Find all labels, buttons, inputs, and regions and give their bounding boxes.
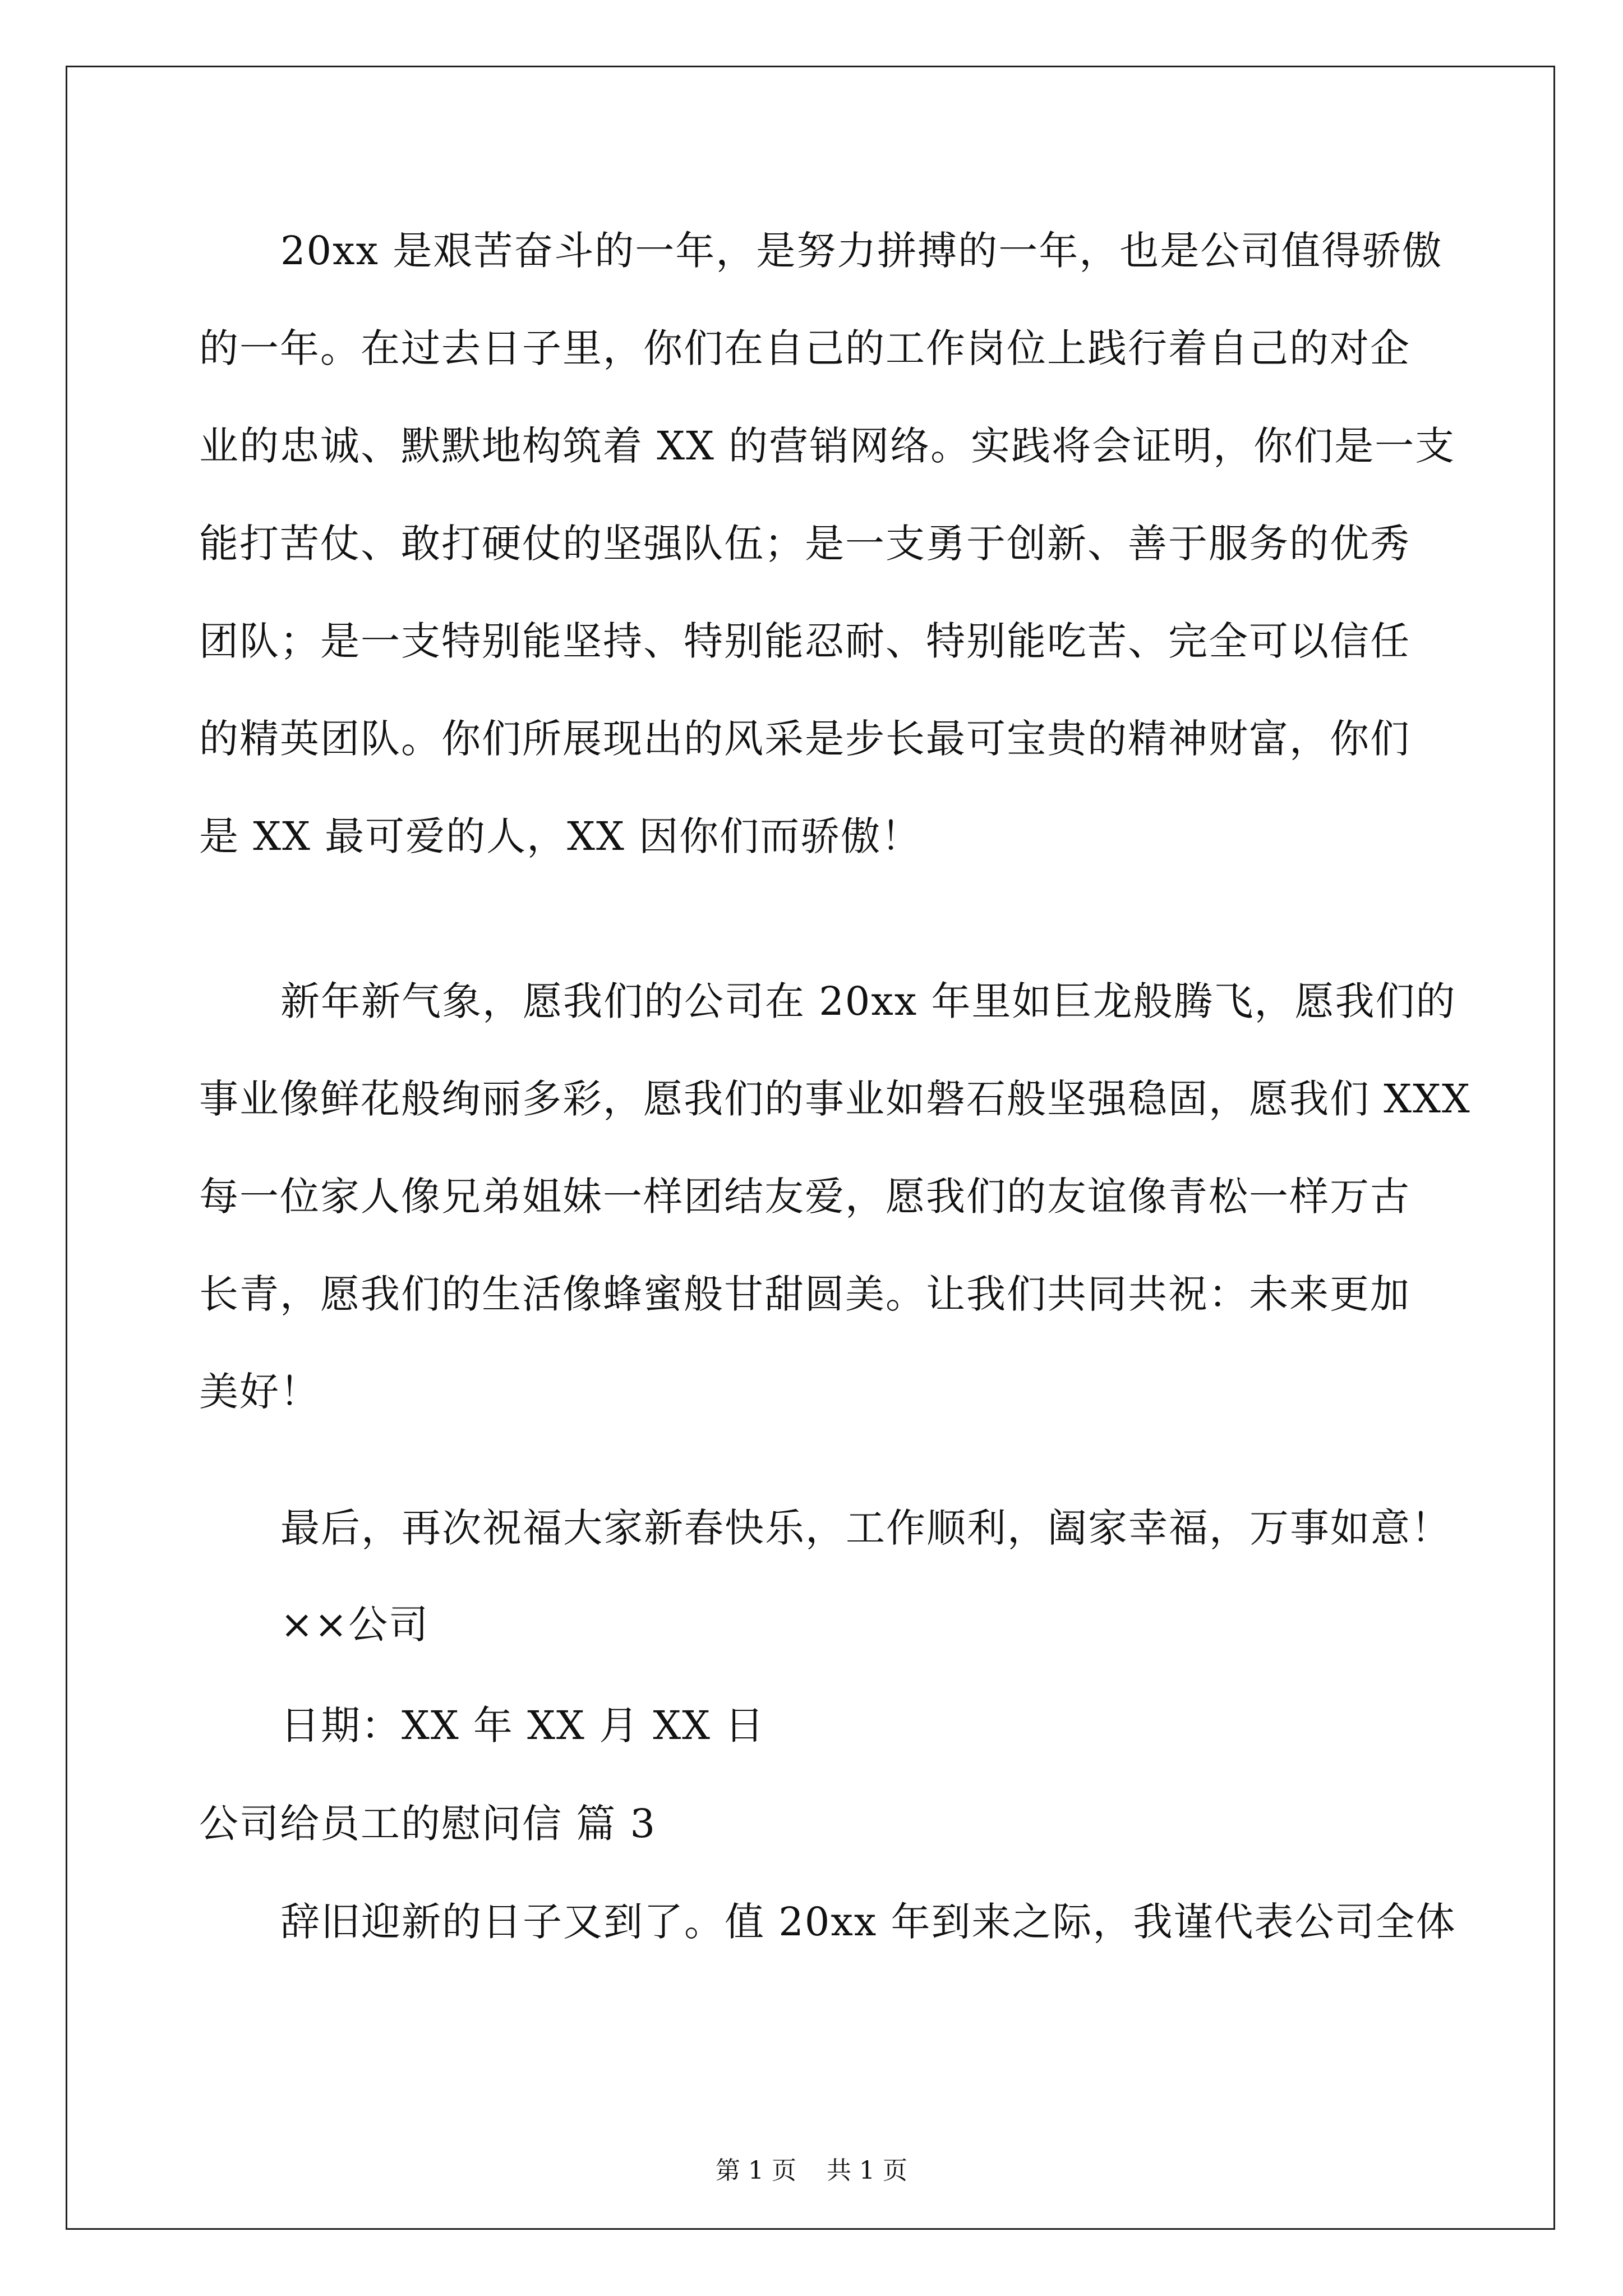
paragraph-line: 长青，愿我们的生活像蜂蜜般甘甜圆美。让我们共同共祝：未来更加 bbox=[199, 1271, 1410, 1317]
paragraph-line: 业的忠诚、默默地构筑着 XX 的营销网络。实践将会证明，你们是一支 bbox=[199, 423, 1456, 469]
section-heading: 公司给员工的慰问信 篇 3 bbox=[199, 1801, 657, 1847]
paragraph-line: 新年新气象，愿我们的公司在 20xx 年里如巨龙般腾飞，愿我们的 bbox=[280, 978, 1456, 1024]
paragraph-line: 能打苦仗、敢打硬仗的坚强队伍；是一支勇于创新、善于服务的优秀 bbox=[199, 521, 1410, 567]
paragraph-line: 美好！ bbox=[199, 1369, 320, 1415]
page-footer bbox=[0, 2154, 1623, 2188]
paragraph-line: 事业像鲜花般绚丽多彩，愿我们的事业如磐石般坚强稳固，愿我们 XXX bbox=[199, 1076, 1471, 1122]
company-signature: ××公司 bbox=[280, 1602, 430, 1648]
closing-line: 最后，再次祝福大家新春快乐，工作顺利，阖家幸福，万事如意！ bbox=[280, 1505, 1451, 1551]
date-line: 日期：XX 年 XX 月 XX 日 bbox=[280, 1703, 766, 1749]
paragraph-line: 每一位家人像兄弟姐妹一样团结友爱，愿我们的友谊像青松一样万古 bbox=[199, 1174, 1410, 1220]
paragraph-line: 辞旧迎新的日子又到了。值 20xx 年到来之际，我谨代表公司全体 bbox=[280, 1899, 1456, 1945]
paragraph-line: 的一年。在过去日子里，你们在自己的工作岗位上践行着自己的对企 bbox=[199, 325, 1410, 371]
page-number: 第 1 页 bbox=[716, 2156, 796, 2185]
paragraph-line: 的精英团队。你们所展现出的风采是步长最可宝贵的精神财富，你们 bbox=[199, 716, 1410, 762]
paragraph-line: 是 XX 最可爱的人，XX 因你们而骄傲！ bbox=[199, 813, 922, 859]
page-total: 共 1 页 bbox=[827, 2156, 907, 2185]
paragraph-line: 20xx 是艰苦奋斗的一年，是努力拼搏的一年，也是公司值得骄傲 bbox=[280, 228, 1443, 274]
paragraph-line: 团队；是一支特别能坚持、特别能忍耐、特别能吃苦、完全可以信任 bbox=[199, 618, 1410, 664]
